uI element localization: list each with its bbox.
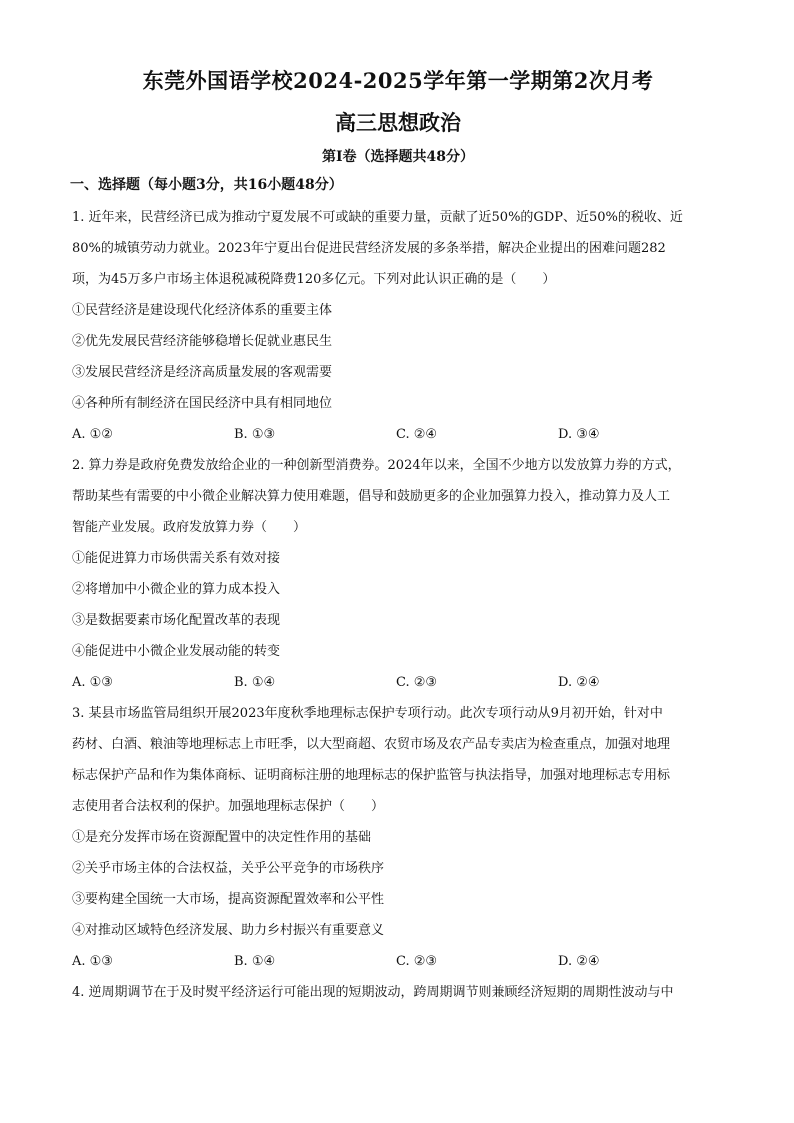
choice-c: C. ②③ (396, 675, 438, 690)
statement: ①能促进算力市场供需关系有效对接 (72, 551, 281, 566)
answer-choices (72, 946, 724, 977)
stem-line: 志使用者合法权利的保护。加强地理标志保护（ ） (72, 799, 385, 814)
question-stem (72, 698, 724, 822)
statement: ②关乎市场主体的合法权益，关乎公平竞争的市场秩序 (72, 861, 385, 876)
answer-choices (72, 419, 724, 450)
choice-a: A. ①② (72, 427, 113, 442)
exam-title: 东莞外国语学校2024-2025学年第一学期第2次月考 (142, 68, 654, 93)
choice-d: D. ②④ (558, 675, 600, 690)
statement: ②将增加中小微企业的算力成本投入 (72, 582, 281, 597)
question-1 (72, 202, 724, 450)
stem-line: 80%的城镇劳动力就业。2023年宁夏出台促进民营经济发展的多条举措，解决企业提出的困难问题282 (72, 241, 666, 256)
choice-a: A. ①③ (72, 675, 113, 690)
exam-subject: 高三思想政治 (335, 110, 461, 135)
statement: ②优先发展民营经济能够稳增长促就业惠民生 (72, 334, 333, 349)
answer-choices (72, 667, 724, 698)
exam-volume-label: 第I卷（选择题共48分） (321, 149, 475, 165)
choice-b: B. ①④ (234, 675, 276, 690)
section-heading: 一、选择题（每小题3分，共16小题48分） (70, 177, 343, 193)
statement: ④各种所有制经济在国民经济中具有相同地位 (72, 396, 333, 411)
choice-d: D. ②④ (558, 954, 600, 969)
stem-line: 2. 算力券是政府免费发放给企业的一种创新型消费券。2024年以来，全国不少地方以发放算力券的方式， (72, 458, 681, 473)
stem-line: 智能产业发展。政府发放算力券（ ） (72, 520, 307, 535)
statement: ④对推动区域特色经济发展、助力乡村振兴有重要意义 (72, 923, 385, 938)
stem-line: 帮助某些有需要的中小微企业解决算力使用难题，倡导和鼓励更多的企业加强算力投入，推动算力及人工 (72, 489, 671, 504)
statement: ①民营经济是建设现代化经济体系的重要主体 (72, 303, 333, 318)
question-stem (72, 977, 724, 1008)
choice-a: A. ①③ (72, 954, 113, 969)
choice-c: C. ②③ (396, 954, 438, 969)
question-2 (72, 450, 724, 698)
question-3 (72, 698, 724, 977)
statement: ③是数据要素市场化配置改革的表现 (72, 613, 281, 628)
question-stem (72, 202, 724, 295)
stem-line: 项，为45万多户市场主体退税减税降费120多亿元。下列对此认识正确的是（ ） (72, 272, 556, 287)
stem-line: 标志保护产品和作为集体商标、证明商标注册的地理标志的保护监管与执法指导，加强对地理标志专用标 (72, 768, 671, 783)
stem-line: 1. 近年来，民营经济已成为推动宁夏发展不可或缺的重要力量，贡献了近50%的GDP、近50%的税收、近 (72, 210, 683, 225)
choice-c: C. ②④ (396, 427, 438, 442)
stem-line: 4. 逆周期调节在于及时熨平经济运行可能出现的短期波动，跨周期调节则兼顾经济短期的周期性波动与中 (72, 985, 674, 1000)
question-4 (72, 977, 724, 1008)
choice-b: B. ①③ (234, 427, 276, 442)
stem-line: 3. 某县市场监管局组织开展2023年度秋季地理标志保护专项行动。此次专项行动从9月初开始，针对中 (72, 706, 663, 721)
choice-b: B. ①④ (234, 954, 276, 969)
statement: ④能促进中小微企业发展动能的转变 (72, 644, 281, 659)
question-stem (72, 450, 724, 543)
stem-line: 药材、白酒、粮油等地理标志上市旺季，以大型商超、农贸市场及农产品专卖店为检查重点，加强对地理 (72, 737, 671, 752)
choice-d: D. ③④ (558, 427, 600, 442)
statement: ③要构建全国统一大市场，提高资源配置效率和公平性 (72, 892, 385, 907)
statement: ①是充分发挥市场在资源配置中的决定性作用的基础 (72, 830, 372, 845)
statement: ③发展民营经济是经济高质量发展的客观需要 (72, 365, 333, 380)
